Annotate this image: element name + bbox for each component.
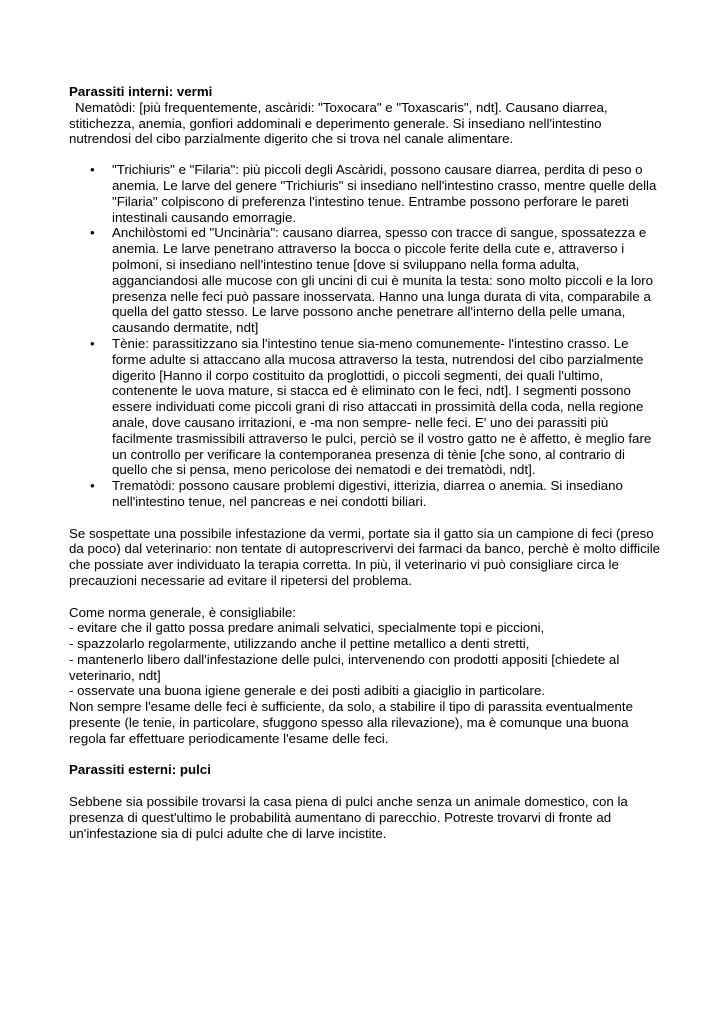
section-heading-worms: Parassiti interni: vermi (69, 84, 213, 99)
advice-intro: Come norma generale, è consigliabile: (69, 604, 296, 620)
list-item: • Anchilòstomi ed "Uncinària": causano diarrea, spesso con tracce di sangue, spossatezza e anemia. Le larve penetrano attraverso la bocca o piccole ferite della cute e, attraverso i polmoni, si insediano nell'intestino tenue [dove si sviluppano nella forma adulta, agganciandosi alle mucose con gli uncini di cui è munita la testa: sono molto piccoli e la loro presenza nelle feci può passare inosservata. Hanno una lunga durata di vita, comparabile a quella del gatto stesso. Le larve possono anche penetrare all'interno della pelle umana, causando dermatite, ndt] (112, 225, 663, 336)
worm-types-list (69, 162, 663, 510)
worms-intro-paragraph: Nematòdi: [più frequentemente, ascàridi: "Toxocara" e "Toxascaris", ndt]. Causano diarrea, stitichezza, anemia, gonfiori addominali e deperimento generale. Si insediano nell'intestino nutrendosi del cibo parzialmente digerito che si trova nel canale alimentare. (69, 99, 608, 147)
fleas-paragraph: Sebbene sia possibile trovarsi la casa piena di pulci anche senza un animale domestico, con la presenza di quest'ultimo le probabilità aumentano di parecchio. Potreste trovarvi di fronte ad un'infestazione sia di pulci adulte che di larve incistite. (69, 794, 628, 841)
list-item: • Trematòdi: possono causare problemi digestivi, itterizia, diarrea o anemia. Si insediano nell'intestino tenue, nel pancreas e nei condotti biliari. (112, 478, 663, 510)
advice-item: - osservate una buona igiene generale e dei posti adibiti a giaciglio in particolare. (69, 683, 546, 699)
advice-item: - spazzolarlo regolarmente, utilizzando anche il pettine metallico a denti stretti, (69, 636, 530, 652)
advice-item: - evitare che il gatto possa predare animali selvatici, specialmente topi e piccioni, (69, 620, 545, 636)
list-item: • Tènie: parassitizzano sia l'intestino tenue sia-meno comunemente- l'intestino crasso. Le forme adulte si attaccano alla mucosa attraverso la testa, nutrendosi del cibo parzialmente digerito [Hanno il corpo costituito da proglottidi, o piccoli segmenti, dei quali l'ultimo, contenente le uova mature, si stacca ed è eliminato con le feci, ndt]. I segmenti possono essere individuati come piccoli grani di riso attaccati in prossimità della coda, nella regione anale, dove causano irritazioni, e -ma non sempre- nelle feci. E' uno dei parassiti più facilmente trasmissibili attraverso le pulci, perciò se il vostro gatto ne è affetto, è meglio fare un controllo per verificare la contemporanea presenza di tènie [che sono, al contrario di quello che si pensa, meno pericolose dei nematodi e dei trematòdi, ndt]. (112, 336, 663, 478)
document-page (69, 84, 663, 841)
section-heading-fleas: Parassiti esterni: pulci (69, 762, 211, 778)
vet-paragraph: Se sospettate una possibile infestazione da vermi, portate sia il gatto sia un campione di feci (preso da poco) dal veterinario: non tentate di autoprescrivervi dei farmaci da banco, perchè è molto difficile che possiate aver individuato la terapia corretta. In più, il veterinario vi può consigliare circa le precauzioni necessarie ad evitare il ripetersi del problema. (69, 525, 661, 588)
closing-paragraph: Non sempre l'esame delle feci è sufficiente, da solo, a stabilire il tipo di parassita eventualmente presente (le tenie, in particolare, sfuggono spesso alla rilevazione), ma è comunque una buona regola far effettuare periodicamente l'esame delle feci. (69, 699, 634, 746)
advice-block (69, 605, 663, 747)
list-item: • "Trichiuris" e "Filaria": più piccoli degli Ascàridi, possono causare diarrea, perdita di peso o anemia. Le larve del genere "Trichiuris" si insediano nell'intestino crasso, mentre quelle della "Filaria" colpiscono di preferenza l'intestino tenue. Entrambe possono perforare le pareti intestinali causando emorragie. (112, 162, 663, 225)
advice-item: - mantenerlo libero dall'infestazione delle pulci, intervenendo con prodotti appositi [chiedete al veterinario, ndt] (69, 651, 620, 683)
